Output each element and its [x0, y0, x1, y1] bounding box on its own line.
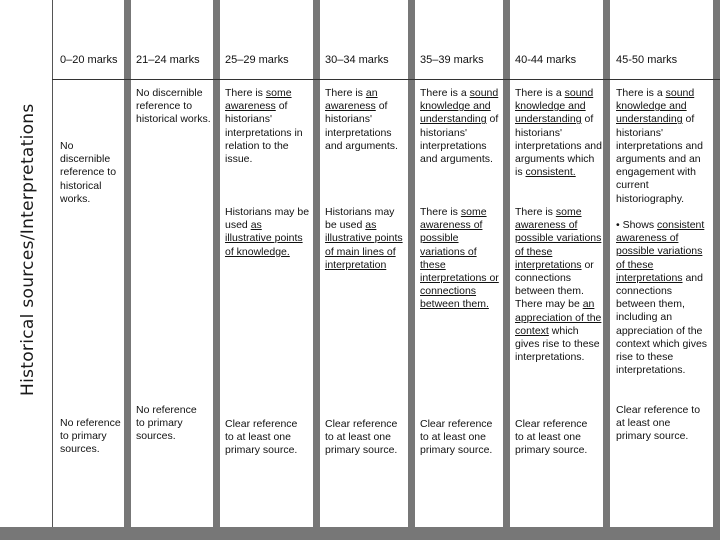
row2-col4: There is some awareness of possible variations of these interpretations or connections between them. — [420, 206, 499, 311]
header-0-20: 0–20 marks — [60, 54, 118, 66]
divider — [603, 0, 610, 540]
row1-col4: There is a sound knowledge and understanding of historians' interpretations and arguments. — [420, 87, 499, 166]
row2-col3: Historians may be used as illustrative points of main lines of interpretation — [325, 206, 403, 271]
row3-col4: Clear reference to at least one primary source. — [420, 418, 493, 457]
header-30-34: 30–34 marks — [325, 54, 389, 66]
divider — [313, 0, 320, 540]
row1-col2: There is some awareness of historians' interpretations in relation to the issue. — [225, 87, 303, 166]
header-21-24: 21–24 marks — [136, 54, 200, 66]
divider — [52, 79, 720, 80]
row2-col6: • Shows consistent awareness of possible variations of these interpretations and connections between them, including an appreciation of the context which gives rise to these interpretations. — [616, 219, 708, 377]
divider — [124, 0, 131, 540]
row3-col2: Clear reference to at least one primary source. — [225, 418, 298, 457]
header-25-29: 25–29 marks — [225, 54, 289, 66]
row3-col3: Clear reference to at least one primary source. — [325, 418, 398, 457]
row3-col6: Clear reference to at least one primary source. — [616, 404, 701, 443]
divider — [52, 0, 53, 540]
header-35-39: 35–39 marks — [420, 54, 484, 66]
header-45-50: 45-50 marks — [616, 54, 678, 66]
row1-col1: No discernible reference to historical works. — [136, 87, 211, 126]
row3-col1: No reference to primary sources. — [136, 404, 197, 443]
row2-col5: There is some awareness of possible variations of these interpretations or connections between them. There may be an appreciation of the context which gives rise to these interpretations. — [515, 206, 602, 364]
row1-col6: There is a sound knowledge and understanding of historians' interpretations and arguments and an engagement with current historiography. — [616, 87, 703, 205]
divider — [713, 0, 720, 540]
row3-col5: Clear reference to at least one primary source. — [515, 418, 588, 457]
divider — [503, 0, 510, 540]
row1-col5: There is a sound knowledge and understanding of historians' interpretations and arguments which is consistent. — [515, 87, 602, 179]
row1-col0: No discernible reference to historical works. — [60, 140, 117, 205]
divider — [408, 0, 415, 540]
row1-col3: There is an awareness of historians' interpretations and arguments. — [325, 87, 398, 152]
row3-col0: No reference to primary sources. — [60, 417, 121, 456]
bottom-bar — [0, 527, 720, 540]
row2-col2: Historians may be used as illustrative points of knowledge. — [225, 206, 310, 258]
divider — [213, 0, 220, 540]
header-40-44: 40-44 marks — [515, 54, 577, 66]
side-title: Historical sources/Interpretations — [18, 103, 38, 396]
